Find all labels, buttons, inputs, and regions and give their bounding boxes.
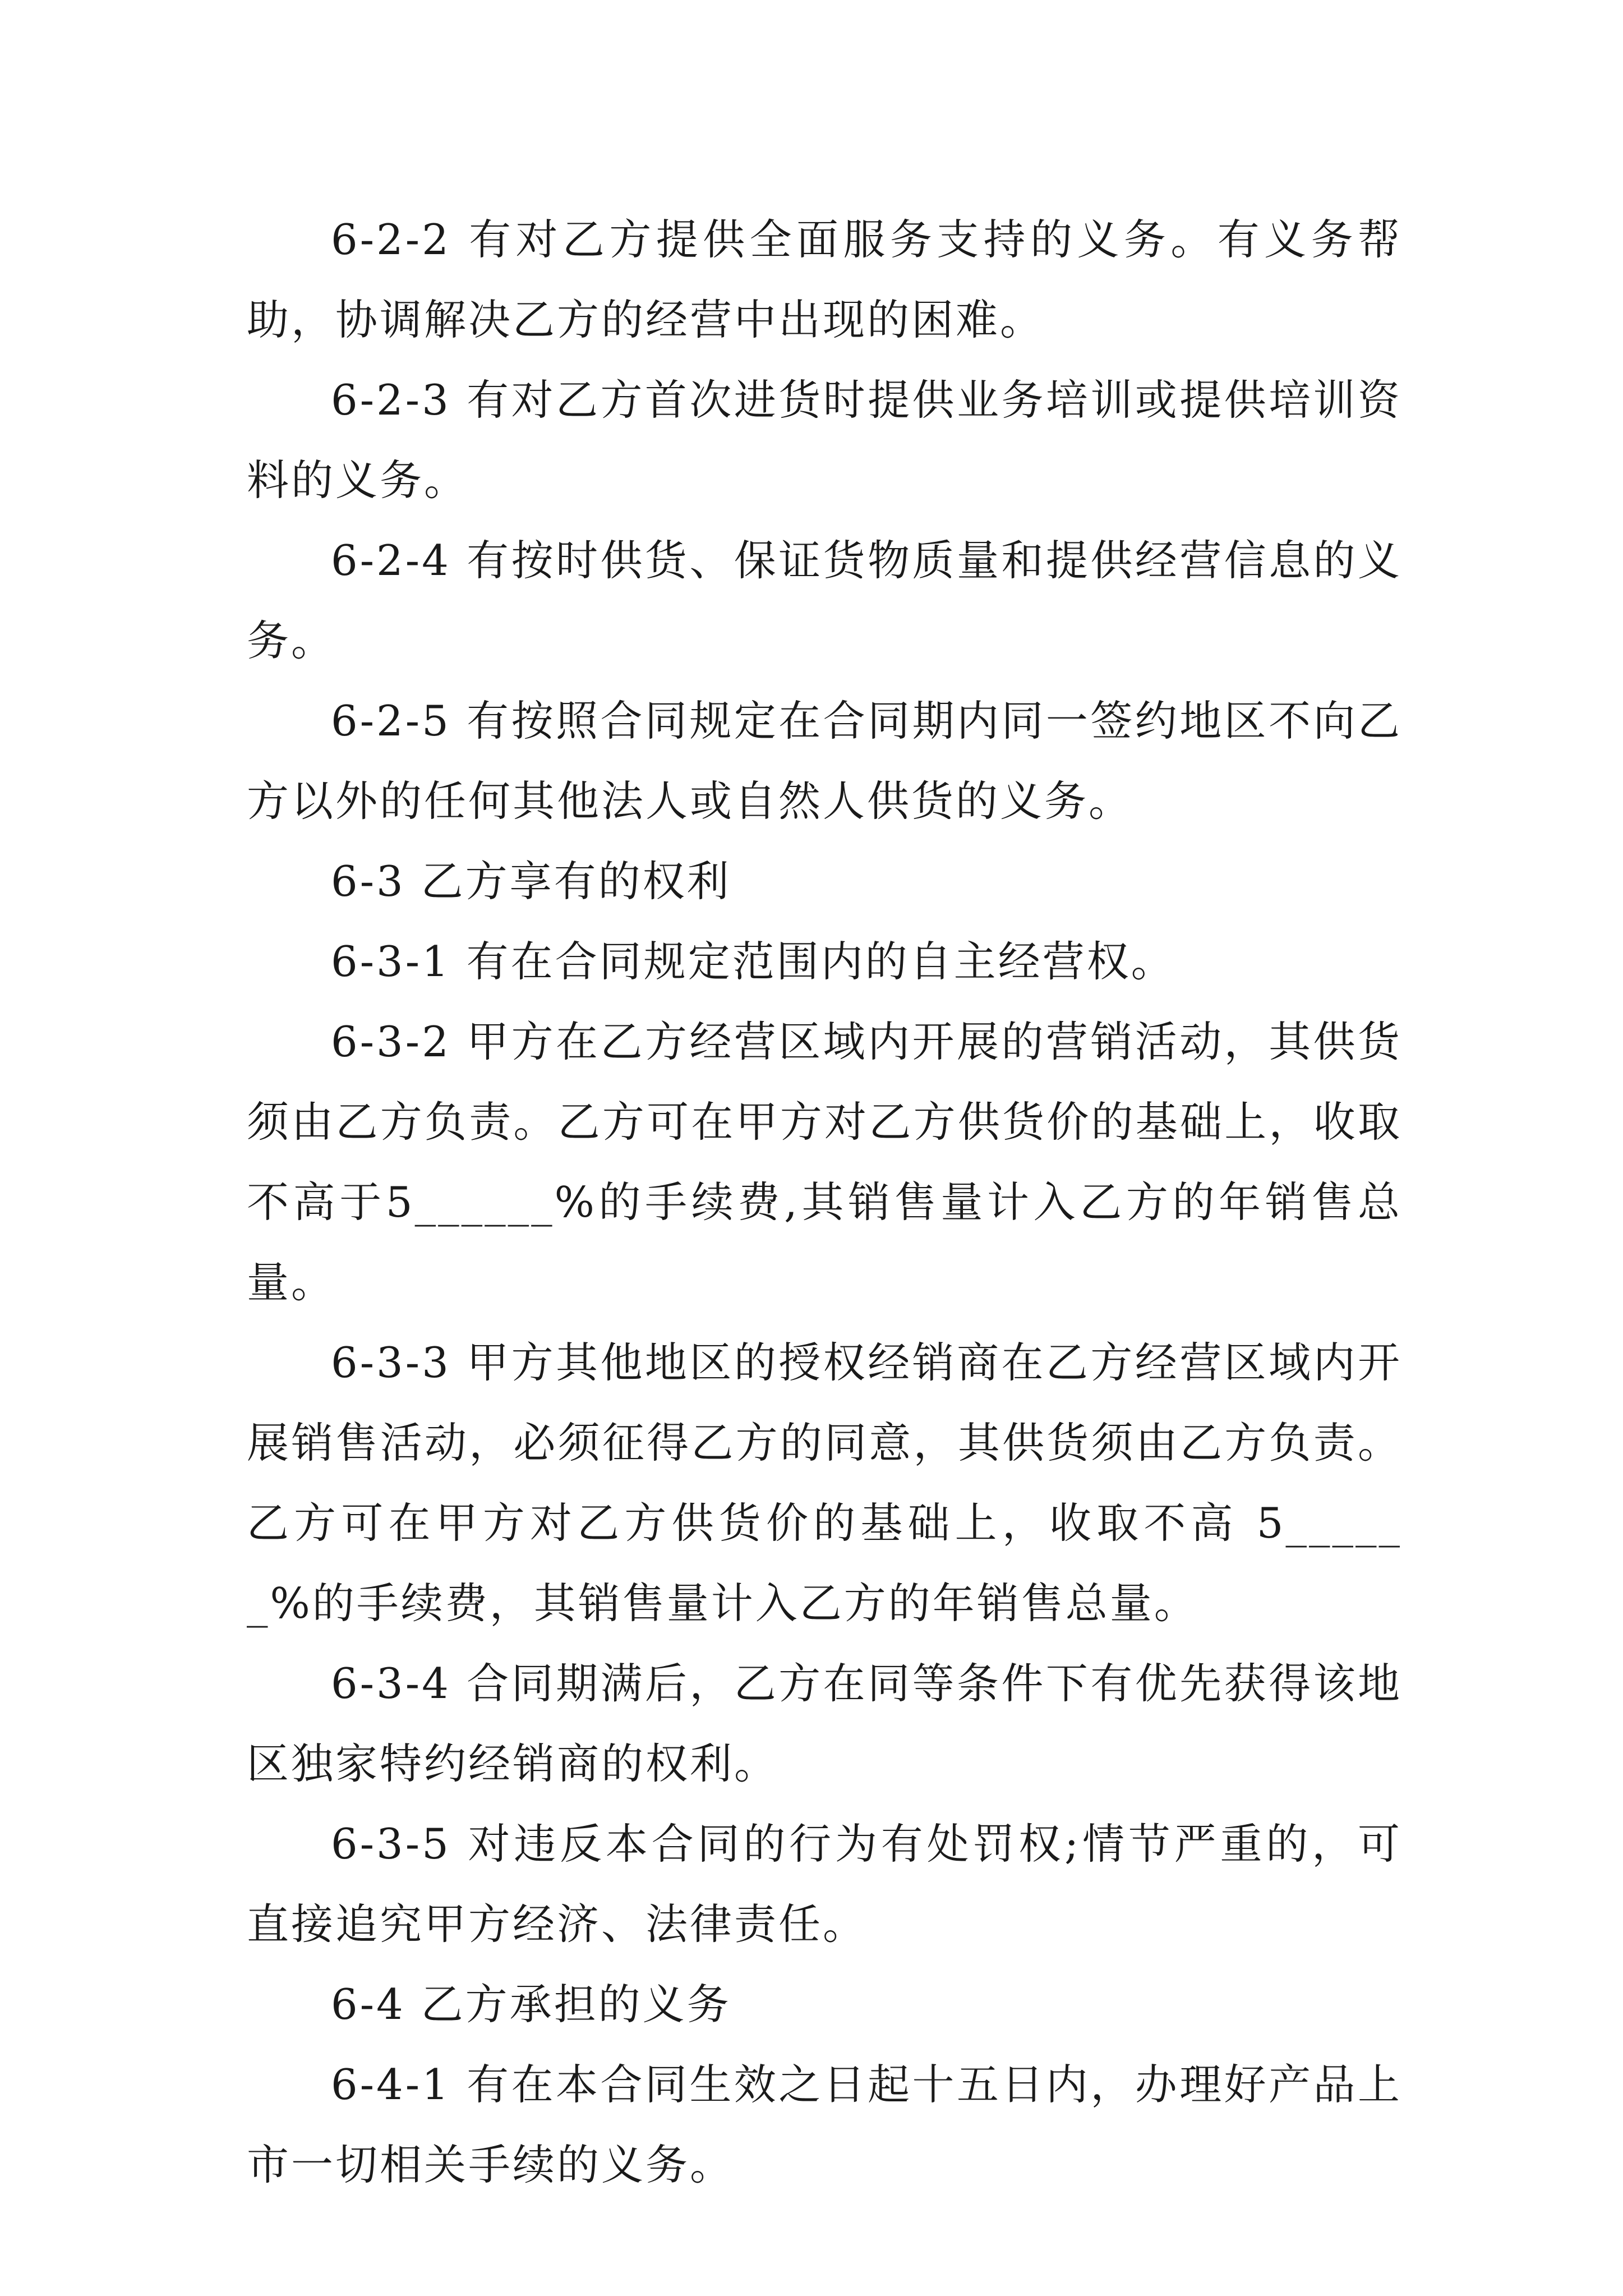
- section-heading-6-3: 6-3 乙方享有的权利: [331, 857, 731, 906]
- paragraph-6-4-1: 6-4-1 有在本合同生效之日起十五日内，办理好产品上市一切相关手续的义务。: [247, 2060, 1402, 2189]
- section-heading-6-4: 6-4 乙方承担的义务: [331, 1980, 731, 2029]
- paragraph-6-2-4: 6-2-4 有按时供货、保证货物质量和提供经营信息的义务。: [247, 536, 1402, 665]
- paragraph-6-3-3: 6-3-3 甲方其他地区的授权经销商在乙方经营区域内开展销售活动，必须征得乙方的同意，其供货须由乙方负责。乙方可在甲方对乙方供货价的基础上，收取不高 5______%的手续费，其销售量计入乙方的年销售总量。: [247, 1338, 1402, 1628]
- paragraph-6-3-2: 6-3-2 甲方在乙方经营区域内开展的营销活动，其供货须由乙方负责。乙方可在甲方对乙方供货价的基础上，收取不高于5______%的手续费,其销售量计入乙方的年销售总量。: [247, 1017, 1402, 1307]
- paragraph-6-2-5: 6-2-5 有按照合同规定在合同期内同一签约地区不向乙方以外的任何其他法人或自然人供货的义务。: [247, 696, 1402, 826]
- paragraph-6-3-5: 6-3-5 对违反本合同的行为有处罚权;情节严重的，可直接追究甲方经济、法律责任。: [247, 1819, 1402, 1949]
- paragraph-6-2-2: 6-2-2 有对乙方提供全面服务支持的义务。有义务帮助，协调解决乙方的经营中出现的困难。: [247, 215, 1402, 344]
- paragraph-6-2-3: 6-2-3 有对乙方首次进货时提供业务培训或提供培训资料的义务。: [247, 375, 1402, 505]
- document-body: [247, 200, 1402, 2205]
- paragraph-6-3-4: 6-3-4 合同期满后，乙方在同等条件下有优先获得该地区独家特约经销商的权利。: [247, 1659, 1402, 1788]
- paragraph-6-3-1: 6-3-1 有在合同规定范围内的自主经营权。: [331, 937, 1175, 986]
